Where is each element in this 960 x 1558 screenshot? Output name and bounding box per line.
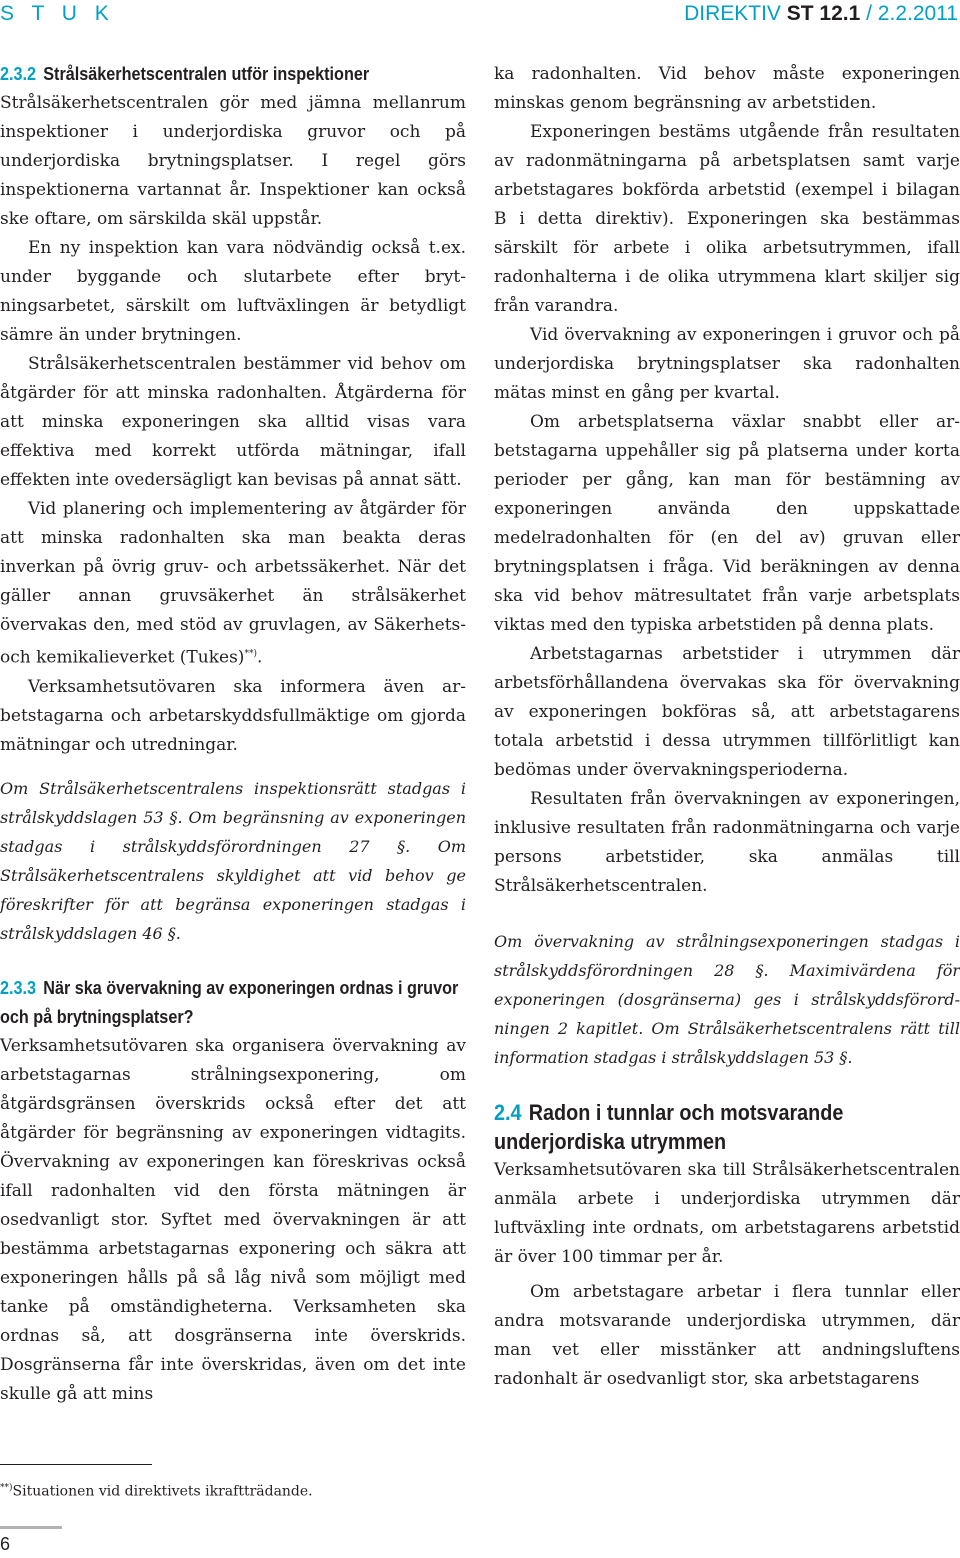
paragraph: Strålsäkerhetscentralen bestämmer vid behov om åtgärder för att minska radonhalten. Åtgärderna för att minska exponeringen ska alltid visas vara effektiva med korrekt utförda mätningar, ifall effekten inte ovedersägligt kan bevisas på annat sätt. — [0, 354, 466, 490]
publisher-logo-text: S T U K — [0, 2, 115, 25]
paragraph: ka radonhalten. Vid behov måste exponeringen minskas genom begränsning av arbetstiden. — [494, 64, 960, 113]
paragraph-end: . — [256, 647, 263, 668]
directive-reference — [684, 2, 958, 26]
directive-date: / 2.2.2011 — [860, 2, 958, 25]
paragraph: Resultaten från övervakningen av exponeringen, inklusive resultaten från radonmätningarna och varje persons arbetstider, ska anmälas till Strålsäkerhetscentralen. — [494, 789, 960, 896]
section-heading-2-4 — [494, 1098, 960, 1156]
section-title: Strålsäkerhetscentralen utför inspektioner — [43, 64, 370, 84]
left-column — [0, 60, 466, 1409]
paragraph: Verksamhetsutövaren ska organisera övervakning av arbetstagarnas strålningsexponering, om åtgärdsgränsen överskrids också efter det att åtgärder för begränsning av exponeringen vidtagits. Övervakning av exponeringen kan föreskrivas också ifall radonhalten vid den första mätningen är osedvanligt stor. Syftet med övervakningen är att bestämma arbetstagarnas exponering och säkra att exponeringen hålls på så låg nivå som möjligt med tanke på omständigheterna. Verksamheten ska ordnas så, att dosgränserna inte överskrids. Dosgränserna får inte överskridas, även om det inte skulle gå att mins — [0, 1035, 466, 1404]
paragraph: Arbetstagarnas arbetstider i utrymmen där arbetsförhållandena övervakas ska för övervakning av exponeringen bokföras så, att arbetstagarens totala arbetstid i dessa utrymmen tillförlitligt kan bedömas under övervakningsperioderna. — [494, 644, 960, 780]
legal-note: Om övervakning av strålningsexponeringen stadgas i strålskyddsförordningen 28 §. Maximivärdena för exponeringen (dosgränserna) ges i strålskyddsförordningen 2 kapitlet. Om Strålsäkerhetscentralens rätt till information stadgas i strålskyddslagen 53 §. — [494, 932, 960, 1067]
paragraph: Strålsäkerhetscentralen gör med jämna mellanrum inspektioner i underjordiska gruvor och på underjordiska brytningsplatser. I regel görs inspektionerna vartannat år. Inspektioner kan också ske oftare, om särskilda skäl uppstår. — [0, 93, 466, 229]
paragraph: Om arbetsplatserna växlar snabbt eller arbetstagarna uppehåller sig på platserna under korta perioder per gång, kan man för bestämning av exponeringen använda den uppskattade medelradonhalten för (en del av) gruvan eller brytningsplatsen i fråga. Vid beräkningen av denna ska vid behov mätresultatet från varje arbetsplats viktas med den typiska arbetstiden på denna plats. — [494, 412, 960, 635]
page-header — [0, 0, 960, 32]
page-number-divider — [0, 1526, 62, 1529]
directive-prefix: DIREKTIV — [684, 2, 787, 25]
paragraph: Verksamhetsutövaren ska informera även arbetstagarna och arbetarskyddsfullmäktige om gjorda mätningar och utredningar. — [0, 676, 466, 755]
legal-note: Om Strålsäkerhetscentralens inspektionsrätt stadgas i strålskyddslagen 53 §. Om begränsning av exponeringen stadgas i strålskyddsförordningen 27 §. Om Strålsäkerhetscentralens skyldighet att vid behov ge föreskrifter för att begränsa exponeringen stadgas i strålskyddslagen 46 §. — [0, 778, 466, 943]
paragraph — [0, 495, 466, 673]
paragraph: En ny inspektion kan vara nödvändig också t.ex. under byggande och slutarbete efter brytningsarbetet, särskilt om luftväxlingen är betydligt sämre än under brytningen. — [0, 238, 466, 345]
section-number: 2.4 — [494, 1100, 522, 1125]
paragraph: Om arbetstagare arbetar i flera tunnlar eller andra motsvarande underjordiska utrymmen, där man vet eller misstänker att andningsluftens radonhalt är osedvanligt stor, ska arbetstagarens — [494, 1282, 960, 1389]
page-number: 6 — [0, 1534, 11, 1554]
footnote-ref: **) — [244, 649, 257, 659]
paragraph: Exponeringen bestäms utgående från resultaten av radonmätningarna på arbetsplatsen samt varje arbetstagares bokförda arbetstid (exempel i bilagan B i detta direktiv). Exponeringen ska bestämmas särskilt för arbete i olika arbetsutrymmen, ifall radonhalterna i de olika utrymmena klart skiljer sig från varandra. — [494, 122, 960, 316]
paragraph: Vid övervakning av exponeringen i gruvor och på underjordiska brytningsplatser ska radonhalten mätas minst en gång per kvartal. — [494, 325, 960, 403]
footnote — [0, 1478, 313, 1502]
section-title: Radon i tunnlar och motsvarande underjordiska utrymmen — [494, 1100, 844, 1154]
footnote-mark: **) — [0, 1483, 13, 1493]
section-number: 2.3.2 — [0, 64, 37, 84]
directive-code: ST 12.1 — [786, 2, 861, 25]
section-number: 2.3.3 — [0, 977, 37, 998]
footnote-text: Situationen vid direktivets ikraftträdande. — [12, 1483, 313, 1500]
footnote-divider — [0, 1464, 152, 1465]
paragraph-text: Vid planering och implementering av åtgärder för att minska radonhalten ska man beakta deras inverkan på övrig gruv- och arbetssäkerhet. När det gäller annan gruvsäkerhet än strålsäkerhet övervakas den, med stöd av gruvlagen, av Säkerhets- och kemikalieverket (Tukes) — [0, 499, 466, 668]
right-column — [494, 60, 960, 1394]
section-title: När ska övervakning av exponeringen ordnas i gruvor och på brytningsplatser? — [0, 977, 459, 1027]
paragraph: Verksamhetsutövaren ska till Strålsäkerhetscentralen anmäla arbete i underjordiska utrymmen där luftväxling inte ordnats, om arbetstagarens arbetstid är över 100 timmar per år. — [494, 1160, 960, 1267]
section-heading-2-3-3 — [0, 974, 466, 1032]
section-heading-2-3-2 — [0, 60, 466, 89]
